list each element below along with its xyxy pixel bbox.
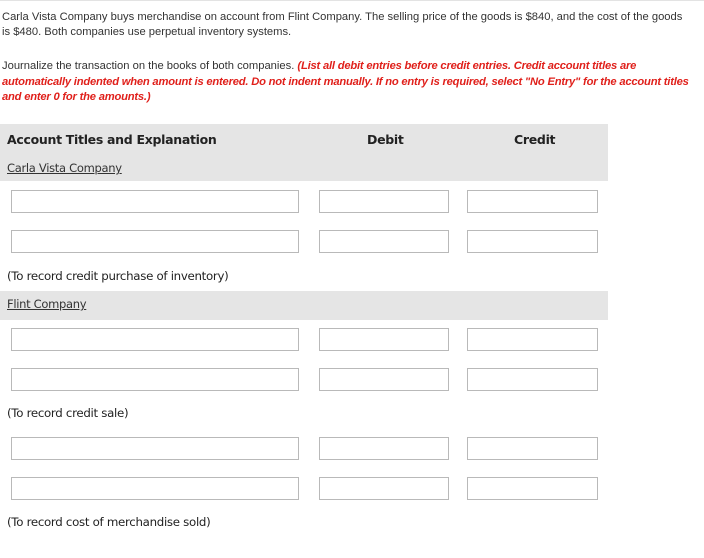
- column-header-credit: Credit: [514, 132, 556, 147]
- entry-explanation: (To record cost of merchandise sold): [7, 515, 211, 529]
- debit-amount-field[interactable]: [319, 328, 449, 351]
- top-divider: [0, 0, 704, 1]
- debit-amount-field[interactable]: [319, 368, 449, 391]
- debit-amount-field[interactable]: [319, 190, 449, 213]
- instructions-emphasis: (List all debit entries before credit entries. Credit account titles are automatically indented when amount is entered. Do not indent manually. If no entry is required, select "No Entry" for the account titles and enter 0 for the amounts.): [2, 60, 689, 103]
- debit-amount-field[interactable]: [319, 230, 449, 253]
- account-title-field[interactable]: [11, 230, 299, 253]
- credit-amount-field[interactable]: [467, 437, 598, 460]
- account-title-field[interactable]: [11, 477, 299, 500]
- column-header-debit: Debit: [367, 132, 404, 147]
- account-title-field[interactable]: [11, 190, 299, 213]
- credit-amount-field[interactable]: [467, 328, 598, 351]
- account-title-field[interactable]: [11, 437, 299, 460]
- entry-explanation: (To record credit purchase of inventory): [7, 269, 229, 283]
- entry-explanation: (To record credit sale): [7, 406, 129, 420]
- instructions: [2, 59, 702, 106]
- company-band: [0, 291, 608, 320]
- credit-amount-field[interactable]: [467, 477, 598, 500]
- credit-amount-field[interactable]: [467, 368, 598, 391]
- instructions-lead: Journalize the transaction on the books of both companies.: [2, 60, 298, 72]
- company-name-flint: Flint Company: [7, 297, 87, 311]
- credit-amount-field[interactable]: [467, 230, 598, 253]
- debit-amount-field[interactable]: [319, 477, 449, 500]
- column-header-account: Account Titles and Explanation: [7, 132, 217, 147]
- account-title-field[interactable]: [11, 368, 299, 391]
- problem-statement: Carla Vista Company buys merchandise on account from Flint Company. The selling price of the goods is $840, and the cost of the goods is $480. Both companies use perpetual inventory systems.: [2, 11, 683, 38]
- account-title-field[interactable]: [11, 328, 299, 351]
- debit-amount-field[interactable]: [319, 437, 449, 460]
- table-header: [0, 124, 608, 181]
- credit-amount-field[interactable]: [467, 190, 598, 213]
- company-name-carla-vista: Carla Vista Company: [7, 161, 122, 175]
